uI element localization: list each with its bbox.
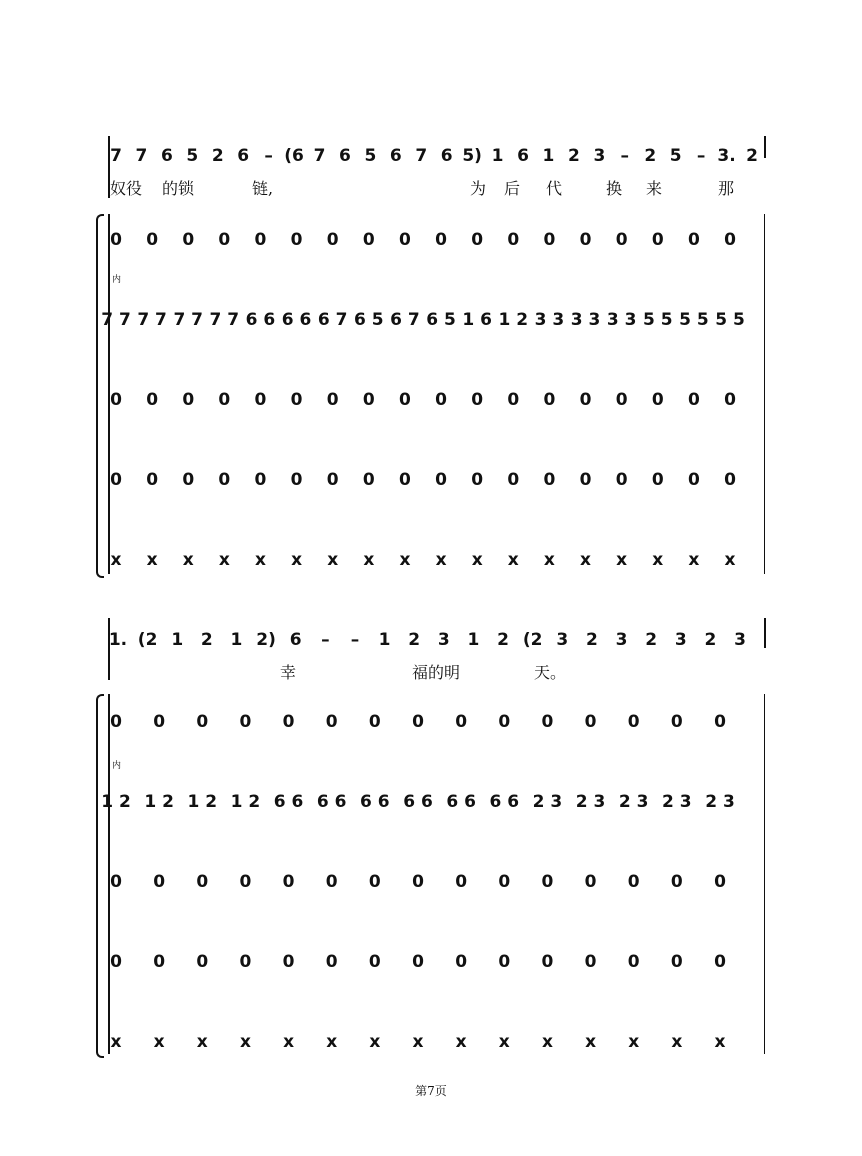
part1-note: 0 xyxy=(543,230,556,250)
melody-note: 2 xyxy=(704,630,717,650)
part1-note: 0 xyxy=(282,712,295,732)
melody-note: 3 xyxy=(674,630,687,650)
part1-note: 0 xyxy=(254,230,267,250)
part2-note: 6 6 xyxy=(245,310,276,330)
part1-note: 0 xyxy=(651,230,664,250)
melody-note: 2 xyxy=(585,630,598,650)
part1-note: 0 xyxy=(290,230,303,250)
melody-note: 1 xyxy=(378,630,391,650)
part2-note: 6 6 xyxy=(446,792,476,812)
part3-note: 0 xyxy=(153,872,166,892)
part4-note: 0 xyxy=(651,470,664,490)
part3-note: 0 xyxy=(714,872,726,892)
part2-note: 6 5 xyxy=(426,310,456,330)
part5-note: x xyxy=(326,1032,338,1052)
part-5-row xyxy=(0,542,862,582)
part4-note: 0 xyxy=(182,470,195,490)
lyric-syllable: 福的明 xyxy=(412,663,461,682)
part1-note: 0 xyxy=(399,230,411,250)
part5-note: x xyxy=(543,550,555,570)
part2-note: 6 6 xyxy=(273,792,304,812)
melody-note: 7 xyxy=(415,146,428,166)
melody-note: 3 xyxy=(593,146,606,166)
melody-note: 2) xyxy=(256,630,276,650)
part-1-row xyxy=(0,222,862,262)
part3-note: 0 xyxy=(670,872,683,892)
part3-note: 0 xyxy=(399,390,411,410)
melody-note: – xyxy=(350,630,360,650)
melody-note: 2 xyxy=(200,630,213,650)
part2-note: 2 3 xyxy=(575,792,606,812)
melody-note: 6 xyxy=(389,146,402,166)
lyric-syllable: 奴役 xyxy=(110,179,143,198)
lyric-syllable: 后 xyxy=(504,179,521,198)
melody-note: 5) xyxy=(462,146,482,166)
part-1-row xyxy=(0,704,862,744)
part5-note: x xyxy=(616,550,628,570)
part1-note: 0 xyxy=(368,712,381,732)
melody-note: 3 xyxy=(734,630,746,650)
part4-note: 0 xyxy=(435,470,447,490)
part3-note: 0 xyxy=(435,390,447,410)
part2-note: 6 6 xyxy=(281,310,312,330)
melody-note: 2 xyxy=(211,146,224,166)
part4-note: 0 xyxy=(326,470,339,490)
melody-note: 7 xyxy=(110,146,122,166)
part2-note: 7 7 xyxy=(209,310,240,330)
part-5-row xyxy=(0,1024,862,1064)
part3-note: 0 xyxy=(218,390,231,410)
part1-note: 0 xyxy=(435,230,447,250)
part1-note: 0 xyxy=(584,712,597,732)
part3-note: 0 xyxy=(239,872,252,892)
part2-note: 6 7 xyxy=(317,310,348,330)
part3-note: 0 xyxy=(579,390,592,410)
melody-note: 3. xyxy=(717,146,736,166)
lyric-syllable: 的锁 xyxy=(162,179,195,198)
part-4-row xyxy=(0,944,862,984)
part2-note: 1 2 xyxy=(187,792,218,812)
part4-note: 0 xyxy=(543,470,556,490)
part4-note: 0 xyxy=(399,470,411,490)
part2-note: 7 7 xyxy=(173,310,204,330)
part4-note: 0 xyxy=(368,952,381,972)
part4-note: 0 xyxy=(687,470,700,490)
part4-note: 0 xyxy=(110,470,122,490)
melody-note: 2 xyxy=(567,146,580,166)
part3-note: 0 xyxy=(724,390,736,410)
lyric-syllable: 换 xyxy=(606,179,623,198)
part4-note: 0 xyxy=(584,952,597,972)
lyric-syllable: 幸 xyxy=(280,663,297,682)
part5-note: x xyxy=(196,1032,208,1052)
melody-note: 1 xyxy=(542,146,555,166)
melody-note: 6 xyxy=(517,146,529,166)
part4-note: 0 xyxy=(325,952,338,972)
part1-note: 0 xyxy=(412,712,424,732)
lyric-syllable: 天。 xyxy=(534,663,567,682)
melody-note: 6 xyxy=(289,630,302,650)
part2-note: 5 5 xyxy=(715,310,745,330)
part4-note: 0 xyxy=(153,952,166,972)
part3-note: 0 xyxy=(651,390,664,410)
part1-note: 0 xyxy=(507,230,520,250)
part2-note: 6 7 xyxy=(390,310,420,330)
melody-note: (2 xyxy=(522,630,543,650)
part5-note: x xyxy=(585,1032,597,1052)
part2-note: 2 3 xyxy=(662,792,692,812)
part3-note: 0 xyxy=(182,390,195,410)
part4-note: 0 xyxy=(362,470,375,490)
melody-note: (2 xyxy=(137,630,158,650)
part5-note: x xyxy=(399,550,411,570)
melody-note: 3 xyxy=(556,630,569,650)
part3-note: 0 xyxy=(471,390,484,410)
part5-note: x xyxy=(369,1032,381,1052)
part5-note: x xyxy=(580,550,591,570)
melody-note: – xyxy=(321,630,330,650)
part5-note: x xyxy=(327,550,339,570)
part1-note: 0 xyxy=(362,230,375,250)
part5-note: x xyxy=(688,550,700,570)
part2-note: 6 5 xyxy=(354,310,384,330)
part3-note: 0 xyxy=(282,872,295,892)
part4-note: 0 xyxy=(282,952,295,972)
part2-note: 6 6 xyxy=(403,792,433,812)
part2-note: 7 7 xyxy=(137,310,167,330)
part4-note: 0 xyxy=(455,952,468,972)
part1-note: 0 xyxy=(218,230,231,250)
part-4-row xyxy=(0,462,862,502)
melody-note: 7 xyxy=(313,146,326,166)
part1-note: 0 xyxy=(146,230,159,250)
lyric-syllable: 代 xyxy=(546,179,563,198)
part5-note: x xyxy=(182,550,194,570)
melody-note: 1 xyxy=(467,630,480,650)
lyrics-row xyxy=(0,656,862,696)
part1-note: 0 xyxy=(110,712,122,732)
part4-note: 0 xyxy=(541,952,554,972)
lyric-syllable: 那 xyxy=(718,179,735,198)
part5-note: x xyxy=(291,550,303,570)
part5-note: x xyxy=(652,550,664,570)
part3-note: 0 xyxy=(627,872,640,892)
part-2-row xyxy=(0,784,862,824)
part1-note: 0 xyxy=(615,230,628,250)
part5-note: x xyxy=(724,550,736,570)
part3-note: 0 xyxy=(196,872,209,892)
part2-note: 1 2 xyxy=(230,792,261,812)
melody-note: 5 xyxy=(364,146,377,166)
part1-note: 0 xyxy=(471,230,484,250)
part4-note: 0 xyxy=(627,952,640,972)
part4-note: 0 xyxy=(714,952,726,972)
part1-note: 0 xyxy=(182,230,195,250)
part5-note: x xyxy=(471,550,483,570)
melody-note: 3 xyxy=(615,630,628,650)
part1-note: 0 xyxy=(670,712,683,732)
part5-note: x xyxy=(498,1032,510,1052)
part5-note: x xyxy=(671,1032,683,1052)
part5-note: x xyxy=(283,1032,295,1052)
part2-note: 5 5 xyxy=(642,310,673,330)
part2-note: 5 5 xyxy=(679,310,709,330)
part4-note: 0 xyxy=(507,470,520,490)
melody-note: 1 xyxy=(230,630,243,650)
part3-note: 0 xyxy=(362,390,375,410)
part2-note: 2 3 xyxy=(618,792,649,812)
melody-note: 6 xyxy=(160,146,173,166)
part1-note: 0 xyxy=(196,712,209,732)
part1-note: 0 xyxy=(687,230,700,250)
part5-note: x xyxy=(714,1032,726,1052)
melody-note: 2 xyxy=(746,146,758,166)
melody-note: 2 xyxy=(644,146,657,166)
part3-note: 0 xyxy=(543,390,556,410)
part3-note: 0 xyxy=(584,872,597,892)
melody-note: 2 xyxy=(645,630,658,650)
melody-note: 5 xyxy=(186,146,199,166)
part5-note: x xyxy=(153,1032,165,1052)
part4-note: 0 xyxy=(218,470,231,490)
melody-note: (6 xyxy=(284,146,304,166)
part4-note: 0 xyxy=(471,470,484,490)
part3-note: 0 xyxy=(146,390,159,410)
part3-note: 0 xyxy=(615,390,628,410)
melody-note: 6 xyxy=(237,146,250,166)
part5-note: x xyxy=(110,550,122,570)
part5-note: x xyxy=(541,1032,553,1052)
part2-note: 6 6 xyxy=(316,792,347,812)
part4-note: 0 xyxy=(498,952,511,972)
part5-note: x xyxy=(239,1032,251,1052)
part2-note: 6 6 xyxy=(489,792,520,812)
part1-note: 0 xyxy=(153,712,166,732)
part4-note: 0 xyxy=(290,470,303,490)
part3-note: 0 xyxy=(325,872,338,892)
part4-note: 0 xyxy=(579,470,592,490)
melody-note: – xyxy=(696,146,706,166)
part1-note: 0 xyxy=(325,712,338,732)
part1-note: 0 xyxy=(724,230,736,250)
part3-note: 0 xyxy=(368,872,381,892)
lyric-syllable: 为 xyxy=(470,179,487,198)
part3-note: 0 xyxy=(687,390,700,410)
part5-note: x xyxy=(435,550,447,570)
part1-note: 0 xyxy=(627,712,640,732)
part3-note: 0 xyxy=(498,872,511,892)
melody-note: 6 xyxy=(440,146,453,166)
part4-note: 0 xyxy=(110,952,122,972)
melody-note: 2 xyxy=(497,630,509,650)
part4-note: 0 xyxy=(239,952,252,972)
part5-note: x xyxy=(455,1032,467,1052)
part2-note: 3 3 xyxy=(606,310,637,330)
part2-note: 7 7 xyxy=(101,310,131,330)
part2-note: 1 6 xyxy=(462,310,492,330)
part1-note: 0 xyxy=(326,230,339,250)
part5-note: x xyxy=(254,550,266,570)
part-2-label: 内 xyxy=(112,761,122,771)
page-number: 第7页 xyxy=(415,1084,447,1098)
part2-note: 2 3 xyxy=(532,792,563,812)
part1-note: 0 xyxy=(541,712,554,732)
melody-note: 1 xyxy=(171,630,184,650)
part2-note: 6 6 xyxy=(360,792,390,812)
part4-note: 0 xyxy=(146,470,159,490)
part3-note: 0 xyxy=(110,872,122,892)
part5-note: x xyxy=(146,550,158,570)
part-3-row xyxy=(0,864,862,904)
melody-note: 7 xyxy=(135,146,148,166)
part5-note: x xyxy=(507,550,519,570)
part1-note: 0 xyxy=(110,230,122,250)
part5-note: x xyxy=(628,1032,640,1052)
part1-note: 0 xyxy=(579,230,592,250)
part2-note: 3 3 xyxy=(534,310,565,330)
part3-note: 0 xyxy=(110,390,122,410)
lyric-syllable: 链, xyxy=(252,179,274,198)
part1-note: 0 xyxy=(714,712,726,732)
part4-note: 0 xyxy=(412,952,424,972)
part4-note: 0 xyxy=(254,470,267,490)
part3-note: 0 xyxy=(455,872,468,892)
part1-note: 0 xyxy=(455,712,468,732)
melody-note: 2 xyxy=(408,630,421,650)
part-3-row xyxy=(0,382,862,422)
part-2-label: 内 xyxy=(112,275,122,285)
part4-note: 0 xyxy=(724,470,736,490)
part3-note: 0 xyxy=(326,390,339,410)
part2-note: 1 2 xyxy=(498,310,529,330)
part1-note: 0 xyxy=(498,712,511,732)
part2-note: 3 3 xyxy=(570,310,601,330)
melody-note: 3 xyxy=(437,630,450,650)
melody-note: 1. xyxy=(108,630,128,650)
part1-note: 0 xyxy=(239,712,252,732)
part5-note: x xyxy=(110,1032,122,1052)
melody-note: 6 xyxy=(339,146,351,166)
part2-note: 1 2 xyxy=(101,792,131,812)
part4-note: 0 xyxy=(670,952,683,972)
part2-note: 2 3 xyxy=(705,792,735,812)
part4-note: 0 xyxy=(196,952,209,972)
melody-note: – xyxy=(264,146,273,166)
part3-note: 0 xyxy=(254,390,267,410)
part4-note: 0 xyxy=(615,470,628,490)
part5-note: x xyxy=(412,1032,424,1052)
melody-note: 1 xyxy=(491,146,504,166)
melody-note: – xyxy=(620,146,630,166)
part3-note: 0 xyxy=(541,872,554,892)
lyric-syllable: 来 xyxy=(646,179,663,198)
lyrics-row xyxy=(0,172,862,212)
part3-note: 0 xyxy=(412,872,424,892)
melody-note: 5 xyxy=(669,146,682,166)
part3-note: 0 xyxy=(507,390,520,410)
part-2-row xyxy=(0,302,862,342)
part5-note: x xyxy=(218,550,230,570)
part3-note: 0 xyxy=(290,390,303,410)
part2-note: 1 2 xyxy=(144,792,174,812)
part5-note: x xyxy=(363,550,375,570)
